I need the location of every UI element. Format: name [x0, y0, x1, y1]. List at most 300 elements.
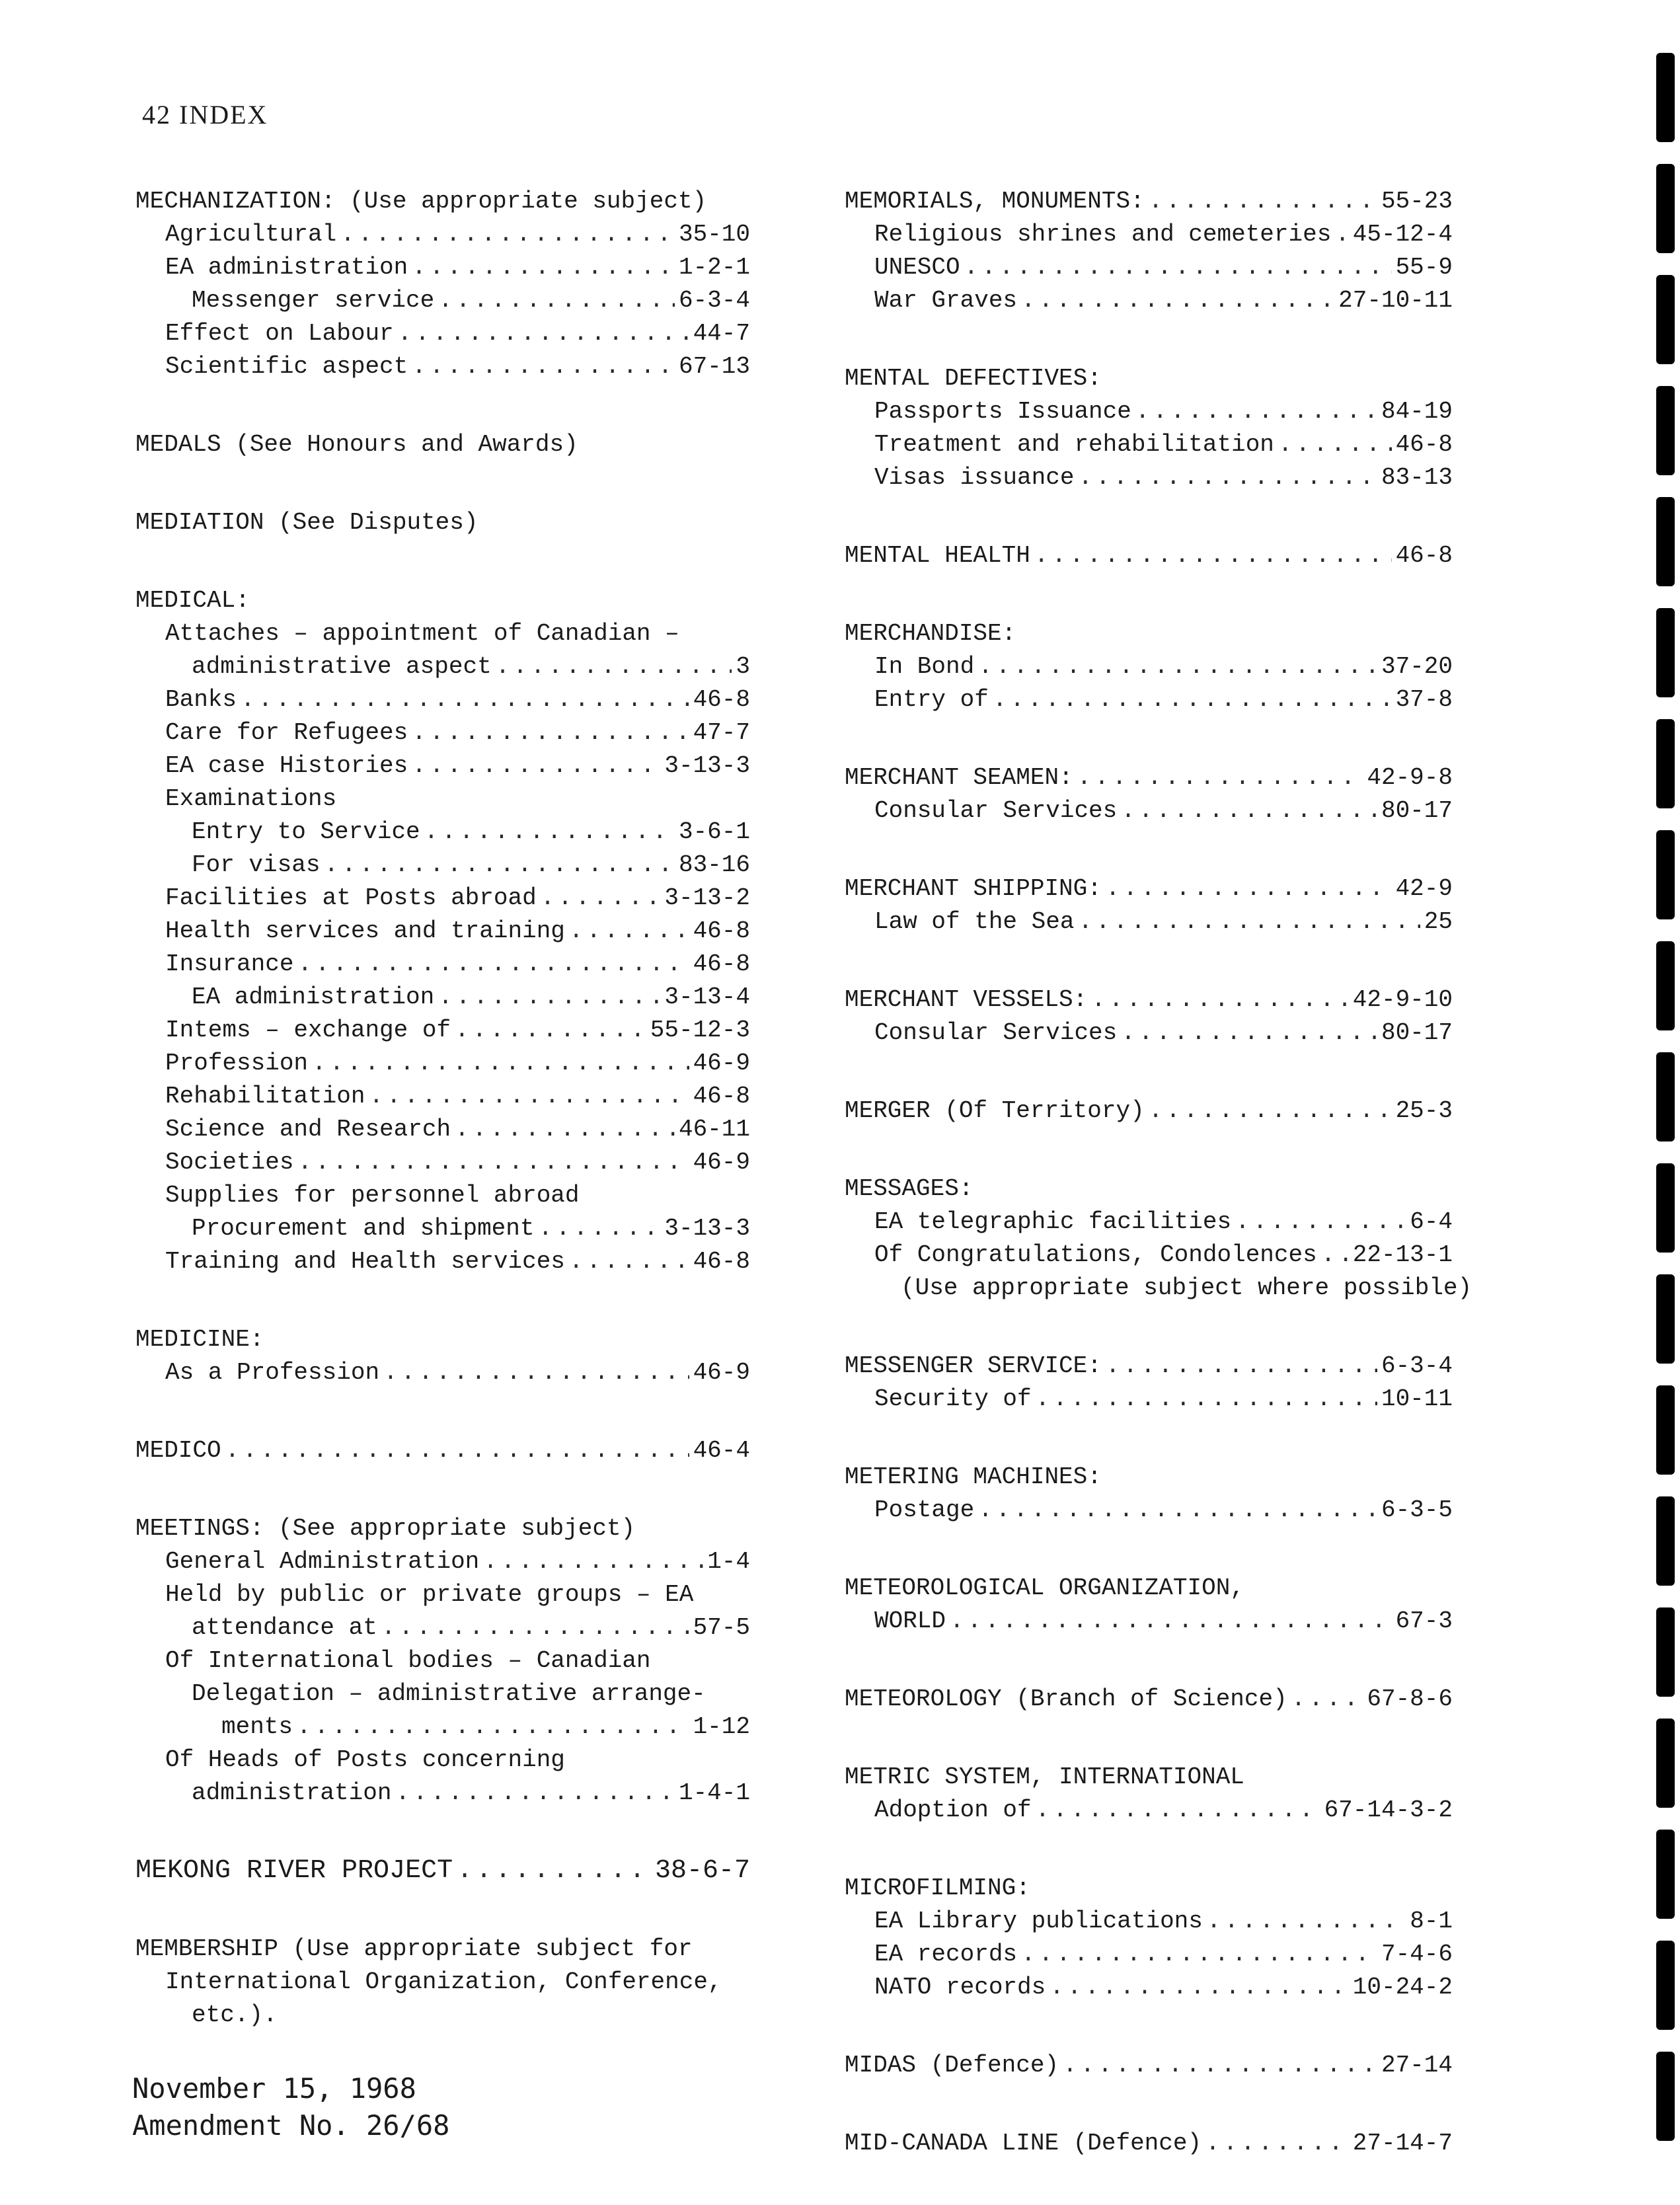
entry-text: MENTAL DEFECTIVES:	[845, 365, 1102, 392]
index-entry	[845, 1350, 1453, 1416]
index-subentry	[135, 1245, 750, 1278]
index-heading	[845, 1461, 1453, 1494]
index-entry	[135, 428, 750, 461]
entry-text: NATO records	[874, 1974, 1046, 2001]
dot-leader	[1091, 984, 1349, 1017]
index-subentry	[135, 1146, 750, 1179]
index-heading	[135, 428, 750, 461]
index-subentry	[845, 1239, 1453, 1272]
entry-reference: 46-8	[693, 917, 750, 945]
entry-reference: 46-8	[693, 950, 750, 978]
entry-reference: 67-8-6	[1367, 1685, 1453, 1713]
index-entry	[135, 1434, 750, 1467]
dot-leader	[483, 1545, 703, 1578]
binding-mark	[1656, 719, 1675, 808]
index-heading	[845, 1095, 1453, 1128]
index-subentry	[135, 1356, 750, 1389]
dot-leader	[1106, 872, 1392, 906]
dot-leader	[412, 750, 660, 783]
index-subentry	[845, 395, 1453, 428]
entry-reference: 37-8	[1395, 686, 1453, 713]
entry-text: MEKONG RIVER PROJECT	[135, 1856, 453, 1886]
dot-leader	[381, 1611, 689, 1644]
dot-leader	[1121, 794, 1377, 828]
dot-leader	[1021, 1938, 1377, 1971]
index-entry	[845, 1761, 1453, 1827]
index-entry	[135, 584, 750, 1278]
entry-reference: 22-13-1	[1352, 1241, 1453, 1268]
entry-text: War Graves	[874, 287, 1018, 314]
entry-text: etc.).	[192, 2001, 278, 2029]
index-subentry	[845, 1905, 1453, 1938]
dot-leader	[1291, 1683, 1363, 1716]
entry-reference: 67-14-3-2	[1324, 1797, 1453, 1824]
entry-text: MEMORIALS, MONUMENTS:	[845, 188, 1145, 215]
entry-reference: 25	[1424, 908, 1453, 935]
index-subentry	[845, 218, 1453, 251]
index-entry	[845, 539, 1453, 572]
entry-text: Banks	[165, 686, 237, 713]
entry-text: Security of	[874, 1385, 1032, 1412]
entry-text: Training and Health services	[165, 1248, 565, 1275]
entry-text: MECHANIZATION: (Use appropriate subject)	[135, 188, 707, 215]
entry-reference: 57-5	[693, 1614, 750, 1641]
index-subentry	[845, 1383, 1453, 1416]
index-subentry	[845, 1494, 1453, 1527]
dot-leader	[1135, 395, 1377, 428]
dot-leader	[1121, 1017, 1377, 1050]
entry-reference: 3-13-3	[664, 1215, 750, 1242]
index-heading	[845, 539, 1453, 572]
footer-amendment: Amendment No. 26/68	[132, 2109, 450, 2142]
entry-text: EA records	[874, 1941, 1018, 1968]
entry-reference: 46-9	[693, 1149, 750, 1176]
index-subentry	[135, 251, 750, 284]
entry-text: Adoption of	[874, 1797, 1032, 1824]
binding-mark	[1656, 497, 1675, 586]
index-subentry	[135, 882, 750, 915]
entry-text: Entry to Service	[192, 818, 420, 845]
index-entry	[845, 185, 1453, 317]
index-subentry	[135, 1212, 750, 1245]
index-entry	[845, 1461, 1453, 1527]
entry-reference: 83-16	[678, 851, 750, 878]
entry-reference: 44-7	[693, 320, 750, 347]
entry-text: MEDICINE:	[135, 1326, 264, 1353]
index-subentry	[845, 461, 1453, 494]
dot-leader	[978, 650, 1377, 683]
dot-leader	[569, 915, 689, 948]
entry-text: Intems – exchange of	[165, 1017, 451, 1044]
index-subentry	[135, 1080, 750, 1113]
index-column-left	[135, 185, 750, 2077]
entry-reference: 46-8	[1395, 431, 1453, 458]
binding-mark	[1656, 1830, 1675, 1919]
index-subentry	[135, 1179, 750, 1212]
entry-text: administration	[192, 1779, 392, 1806]
index-subentry	[845, 1206, 1453, 1239]
index-subentry	[135, 1578, 750, 1611]
entry-reference: 3	[736, 653, 750, 680]
index-heading	[845, 1683, 1453, 1716]
index-entry	[135, 1933, 750, 2032]
entry-text: Delegation – administrative arrange-	[192, 1680, 706, 1707]
dot-leader	[412, 716, 689, 750]
binding-mark	[1656, 608, 1675, 697]
dot-leader	[297, 948, 689, 981]
index-heading	[845, 872, 1453, 906]
index-entry	[845, 1572, 1453, 1638]
entry-reference: 1-4-1	[678, 1779, 750, 1806]
index-heading	[845, 2049, 1453, 2082]
dot-leader	[241, 683, 689, 716]
binding-mark	[1656, 1719, 1675, 1808]
dot-leader	[340, 218, 675, 251]
entry-text: METRIC SYSTEM, INTERNATIONAL	[845, 1763, 1244, 1791]
entry-text: EA administration	[192, 984, 435, 1011]
entry-text: MESSENGER SERVICE:	[845, 1352, 1102, 1379]
index-column-right	[845, 185, 1472, 2205]
index-subentry	[135, 783, 750, 816]
dot-leader	[1207, 1905, 1406, 1938]
index-heading	[845, 185, 1453, 218]
entry-text: Attaches – appointment of Canadian –	[165, 620, 679, 647]
entry-text: MERCHANT VESSELS:	[845, 986, 1088, 1013]
entry-reference: 83-13	[1381, 464, 1453, 491]
entry-text: MEDIATION (See Disputes)	[135, 509, 478, 536]
entry-text: Effect on Labour	[165, 320, 394, 347]
entry-text: EA case Histories	[165, 752, 408, 779]
dot-leader	[225, 1434, 689, 1467]
entry-text: Scientific aspect	[165, 353, 408, 380]
entry-reference: 46-4	[693, 1437, 750, 1464]
entry-text: Agricultural	[165, 221, 337, 248]
entry-reference: 45-12-4	[1352, 221, 1453, 248]
entry-text: Consular Services	[874, 797, 1118, 824]
dot-leader	[1149, 185, 1377, 218]
entry-reference: 3-13-2	[664, 884, 750, 911]
index-subentry	[135, 1644, 750, 1678]
index-heading	[135, 1933, 750, 1966]
dot-leader	[383, 1356, 689, 1389]
index-subentry	[845, 794, 1453, 828]
binding-marks	[1640, 0, 1680, 2189]
entry-text: Law of the Sea	[874, 908, 1075, 935]
footer-date: November 15, 1968	[132, 2072, 416, 2105]
entry-text: Societies	[165, 1149, 294, 1176]
index-entry	[135, 506, 750, 539]
dot-leader	[324, 849, 675, 882]
dot-leader	[395, 1777, 675, 1810]
entry-reference: 46-8	[693, 1083, 750, 1110]
index-subentry	[135, 816, 750, 849]
entry-reference: 38-6-7	[654, 1856, 750, 1886]
entry-text: MEETINGS: (See appropriate subject)	[135, 1515, 636, 1542]
entry-reference: 42-9	[1395, 875, 1453, 902]
dot-leader	[993, 683, 1392, 716]
entry-reference: 27-14-7	[1352, 2130, 1453, 2157]
entry-reference: 46-9	[693, 1359, 750, 1386]
index-subentry	[135, 1611, 750, 1644]
dot-leader	[297, 1711, 689, 1744]
entry-text: METERING MACHINES:	[845, 1463, 1102, 1490]
index-entry	[845, 1173, 1472, 1305]
binding-mark	[1656, 830, 1675, 919]
dot-leader	[950, 1605, 1392, 1638]
entry-reference: 42-9-10	[1352, 986, 1453, 1013]
index-subentry	[845, 683, 1453, 716]
index-heading	[135, 1855, 750, 1888]
entry-reference: 67-13	[678, 353, 750, 380]
entry-text: MICROFILMING:	[845, 1875, 1030, 1902]
index-subentry	[135, 1545, 750, 1578]
index-subentry	[135, 1047, 750, 1080]
entry-reference: 1-12	[693, 1713, 750, 1740]
dot-leader	[1235, 1206, 1406, 1239]
index-subentry	[135, 981, 750, 1014]
entry-reference: 55-23	[1381, 188, 1453, 215]
index-subentry	[135, 317, 750, 350]
index-heading	[135, 506, 750, 539]
dot-leader	[1335, 218, 1348, 251]
entry-text: Visas issuance	[874, 464, 1075, 491]
entry-text: MEDICO	[135, 1437, 221, 1464]
entry-reference: 55-9	[1395, 254, 1453, 281]
entry-text: MERCHANDISE:	[845, 620, 1016, 647]
entry-text: MERCHANT SHIPPING:	[845, 875, 1102, 902]
index-subentry	[845, 1605, 1453, 1638]
index-subentry	[135, 617, 750, 650]
entry-reference: 10-24-2	[1352, 1974, 1453, 2001]
entry-text: Care for Refugees	[165, 719, 408, 746]
entry-text: Examinations	[165, 785, 337, 812]
entry-reference: 10-11	[1381, 1385, 1453, 1412]
index-entry	[845, 761, 1453, 828]
index-subentry	[135, 683, 750, 716]
index-entry	[845, 872, 1453, 939]
index-subentry	[135, 1014, 750, 1047]
dot-leader	[1321, 1239, 1349, 1272]
entry-reference: 6-3-4	[1381, 1352, 1453, 1379]
index-heading	[845, 1572, 1453, 1605]
dot-leader	[978, 1494, 1377, 1527]
dot-leader	[569, 1245, 689, 1278]
entry-text: Science and Research	[165, 1116, 451, 1143]
index-subentry	[135, 1777, 750, 1810]
dot-leader	[455, 1113, 675, 1146]
entry-text: EA administration	[165, 254, 408, 281]
entry-text: Religious shrines and cemeteries	[874, 221, 1332, 248]
entry-text: Facilities at Posts abroad	[165, 884, 537, 911]
entry-text: Passports Issuance	[874, 398, 1131, 425]
entry-text: METEOROLOGICAL ORGANIZATION,	[845, 1574, 1244, 1602]
dot-leader	[412, 350, 675, 383]
index-heading	[845, 1872, 1453, 1905]
entry-text: WORLD	[874, 1607, 946, 1635]
entry-reference: 42-9-8	[1367, 764, 1453, 791]
entry-text: International Organization, Conference,	[165, 1968, 722, 1995]
index-subentry	[135, 218, 750, 251]
index-subentry	[135, 284, 750, 317]
index-entry	[845, 617, 1453, 716]
index-subentry	[135, 1113, 750, 1146]
binding-mark	[1656, 1052, 1675, 1141]
dot-leader	[1036, 1383, 1377, 1416]
entry-text: In Bond	[874, 653, 975, 680]
dot-leader	[312, 1047, 689, 1080]
index-heading	[845, 984, 1453, 1017]
index-entry	[135, 1855, 750, 1888]
binding-mark	[1656, 1274, 1675, 1364]
dot-leader	[1034, 539, 1392, 572]
dot-leader	[455, 1014, 646, 1047]
index-subentry	[135, 849, 750, 882]
binding-mark	[1656, 2052, 1675, 2141]
index-subentry	[135, 650, 750, 683]
entry-reference: 46-8	[1395, 542, 1453, 569]
entry-reference: 6-4	[1410, 1208, 1453, 1235]
index-heading	[135, 1512, 750, 1545]
entry-text: MEDALS (See Honours and Awards)	[135, 431, 578, 458]
entry-text: Insurance	[165, 950, 294, 978]
dot-leader	[398, 317, 689, 350]
entry-text: administrative aspect	[192, 653, 492, 680]
entry-text: Postage	[874, 1496, 975, 1524]
dot-leader	[297, 1146, 689, 1179]
entry-reference: 67-3	[1395, 1607, 1453, 1635]
index-subentry	[845, 251, 1453, 284]
entry-text: ments	[221, 1713, 293, 1740]
index-subentry	[135, 915, 750, 948]
entry-reference: 1-2-1	[678, 254, 750, 281]
binding-mark	[1656, 164, 1675, 253]
index-entry	[845, 2049, 1453, 2082]
index-entry	[845, 362, 1453, 494]
entry-text: Of Heads of Posts concerning	[165, 1746, 565, 1773]
dot-leader	[541, 882, 661, 915]
entry-reference: 3-6-1	[678, 818, 750, 845]
entry-text: EA Library publications	[874, 1908, 1203, 1935]
index-heading	[845, 362, 1453, 395]
dot-leader	[1106, 1350, 1377, 1383]
index-heading	[845, 1173, 1453, 1206]
binding-mark	[1656, 275, 1675, 364]
binding-mark	[1656, 1607, 1675, 1697]
index-entry	[845, 1872, 1453, 2004]
entry-reference: 46-9	[693, 1050, 750, 1077]
index-heading	[135, 185, 750, 218]
index-subentry	[845, 428, 1453, 461]
entry-reference: 6-3-5	[1381, 1496, 1453, 1524]
entry-reference: 27-10-11	[1338, 287, 1453, 314]
index-subentry	[845, 1794, 1453, 1827]
entry-reference: 37-20	[1381, 653, 1453, 680]
entry-reference: 84-19	[1381, 398, 1453, 425]
binding-mark	[1656, 1385, 1675, 1475]
index-subentry	[135, 716, 750, 750]
entry-reference: 3-13-3	[664, 752, 750, 779]
entry-text: As a Profession	[165, 1359, 380, 1386]
index-heading	[135, 1434, 750, 1467]
binding-mark	[1656, 1496, 1675, 1586]
dot-leader	[1078, 461, 1377, 494]
entry-reference: 6-3-4	[678, 287, 750, 314]
index-entry	[845, 1683, 1453, 1716]
entry-reference: 47-7	[693, 719, 750, 746]
entry-reference: 46-11	[678, 1116, 750, 1143]
index-heading	[845, 617, 1453, 650]
dot-leader	[1050, 1971, 1349, 2004]
entry-reference: 46-8	[693, 686, 750, 713]
entry-text: attendance at	[192, 1614, 377, 1641]
index-entry	[845, 1095, 1453, 1128]
entry-text: MID-CANADA LINE (Defence)	[845, 2130, 1202, 2157]
dot-leader	[412, 251, 675, 284]
index-subentry	[845, 1017, 1453, 1050]
index-subentry	[135, 1678, 750, 1711]
index-entry	[135, 1323, 750, 1389]
entry-text: Held by public or private groups – EA	[165, 1581, 694, 1608]
entry-text: Of International bodies – Canadian	[165, 1647, 651, 1674]
entry-text: Health services and training	[165, 917, 565, 945]
binding-mark	[1656, 941, 1675, 1030]
dot-leader	[438, 981, 660, 1014]
entry-text: MIDAS (Defence)	[845, 2052, 1059, 2079]
index-subentry	[135, 948, 750, 981]
dot-leader	[457, 1855, 651, 1888]
entry-reference: 7-4-6	[1381, 1941, 1453, 1968]
entry-text: MEMBERSHIP (Use appropriate subject for	[135, 1935, 693, 1962]
entry-reference: 25-3	[1395, 1097, 1453, 1124]
index-subentry	[135, 350, 750, 383]
index-heading	[135, 584, 750, 617]
entry-text: Profession	[165, 1050, 309, 1077]
dot-leader	[538, 1212, 660, 1245]
entry-reference: 1-4	[707, 1548, 750, 1575]
entry-text: Rehabilitation	[165, 1083, 365, 1110]
page-footer	[132, 2070, 449, 2144]
entry-text: Entry of	[874, 686, 989, 713]
binding-mark	[1656, 1163, 1675, 1253]
entry-reference: 80-17	[1381, 1019, 1453, 1046]
entry-text: General Administration	[165, 1548, 480, 1575]
index-subentry	[135, 750, 750, 783]
dot-leader	[369, 1080, 689, 1113]
entry-text: MESSAGES:	[845, 1175, 974, 1202]
dot-leader	[1278, 428, 1392, 461]
entry-text: For visas	[192, 851, 321, 878]
index-entry	[845, 984, 1453, 1050]
entry-reference: 3-13-4	[664, 984, 750, 1011]
index-heading	[135, 1323, 750, 1356]
index-entry	[845, 2127, 1453, 2160]
index-subentry	[845, 1272, 1472, 1305]
index-subentry	[135, 1711, 750, 1744]
entry-text: Treatment and rehabilitation	[874, 431, 1274, 458]
dot-leader	[438, 284, 675, 317]
dot-leader	[1205, 2127, 1349, 2160]
entry-text: METEOROLOGY (Branch of Science)	[845, 1685, 1287, 1713]
index-subentry	[135, 1999, 750, 2032]
dot-leader	[1021, 284, 1334, 317]
binding-mark	[1656, 386, 1675, 475]
dot-leader	[1036, 1794, 1320, 1827]
index-entry	[135, 1512, 750, 1810]
dot-leader	[1149, 1095, 1392, 1128]
index-subentry	[135, 1744, 750, 1777]
binding-mark	[1656, 53, 1675, 142]
dot-leader	[496, 650, 732, 683]
